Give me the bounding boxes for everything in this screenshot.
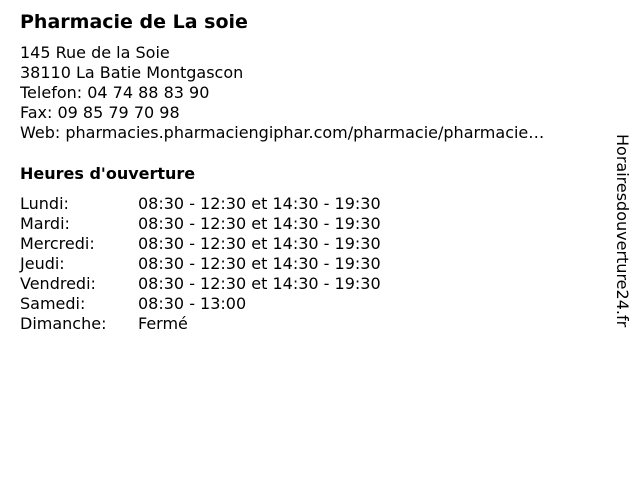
phone-number[interactable]: Telefon: 04 74 88 83 90 xyxy=(20,83,210,102)
time-range: 08:30 - 12:30 et 14:30 - 19:30 xyxy=(138,254,381,273)
time-range: 08:30 - 12:30 et 14:30 - 19:30 xyxy=(138,194,381,213)
hours-row-samedi xyxy=(20,294,440,314)
time-range: 08:30 - 12:30 et 14:30 - 19:30 xyxy=(138,274,381,293)
address-line-2: 38110 La Batie Montgascon xyxy=(20,63,244,82)
time-range: Fermé xyxy=(138,314,188,333)
day-label: Samedi: xyxy=(20,294,86,313)
hours-row-mercredi xyxy=(20,234,440,254)
day-label: Mercredi: xyxy=(20,234,95,253)
hours-row-vendredi xyxy=(20,274,440,294)
day-label: Vendredi: xyxy=(20,274,96,293)
hours-heading: Heures d'ouverture xyxy=(20,164,196,183)
time-range: 08:30 - 12:30 et 14:30 - 19:30 xyxy=(138,214,381,233)
day-label: Mardi: xyxy=(20,214,70,233)
day-label: Jeudi: xyxy=(20,254,65,273)
contact-info xyxy=(20,43,600,143)
address-line-1: 145 Rue de la Soie xyxy=(20,43,170,62)
pharmacy-name: Pharmacie de La soie xyxy=(20,11,248,33)
site-watermark: Horairesdouverture24.fr xyxy=(613,134,632,328)
hours-row-jeudi xyxy=(20,254,440,274)
opening-hours-table xyxy=(20,194,440,334)
time-range: 08:30 - 13:00 xyxy=(138,294,247,313)
fax-number: Fax: 09 85 79 70 98 xyxy=(20,103,180,122)
day-label: Lundi: xyxy=(20,194,69,213)
day-label: Dimanche: xyxy=(20,314,107,333)
time-range: 08:30 - 12:30 et 14:30 - 19:30 xyxy=(138,234,381,253)
hours-row-dimanche xyxy=(20,314,440,334)
hours-row-lundi xyxy=(20,194,440,214)
hours-row-mardi xyxy=(20,214,440,234)
website-link[interactable]: Web: pharmacies.pharmaciengiphar.com/pharmacie/pharmacie… xyxy=(20,123,545,142)
